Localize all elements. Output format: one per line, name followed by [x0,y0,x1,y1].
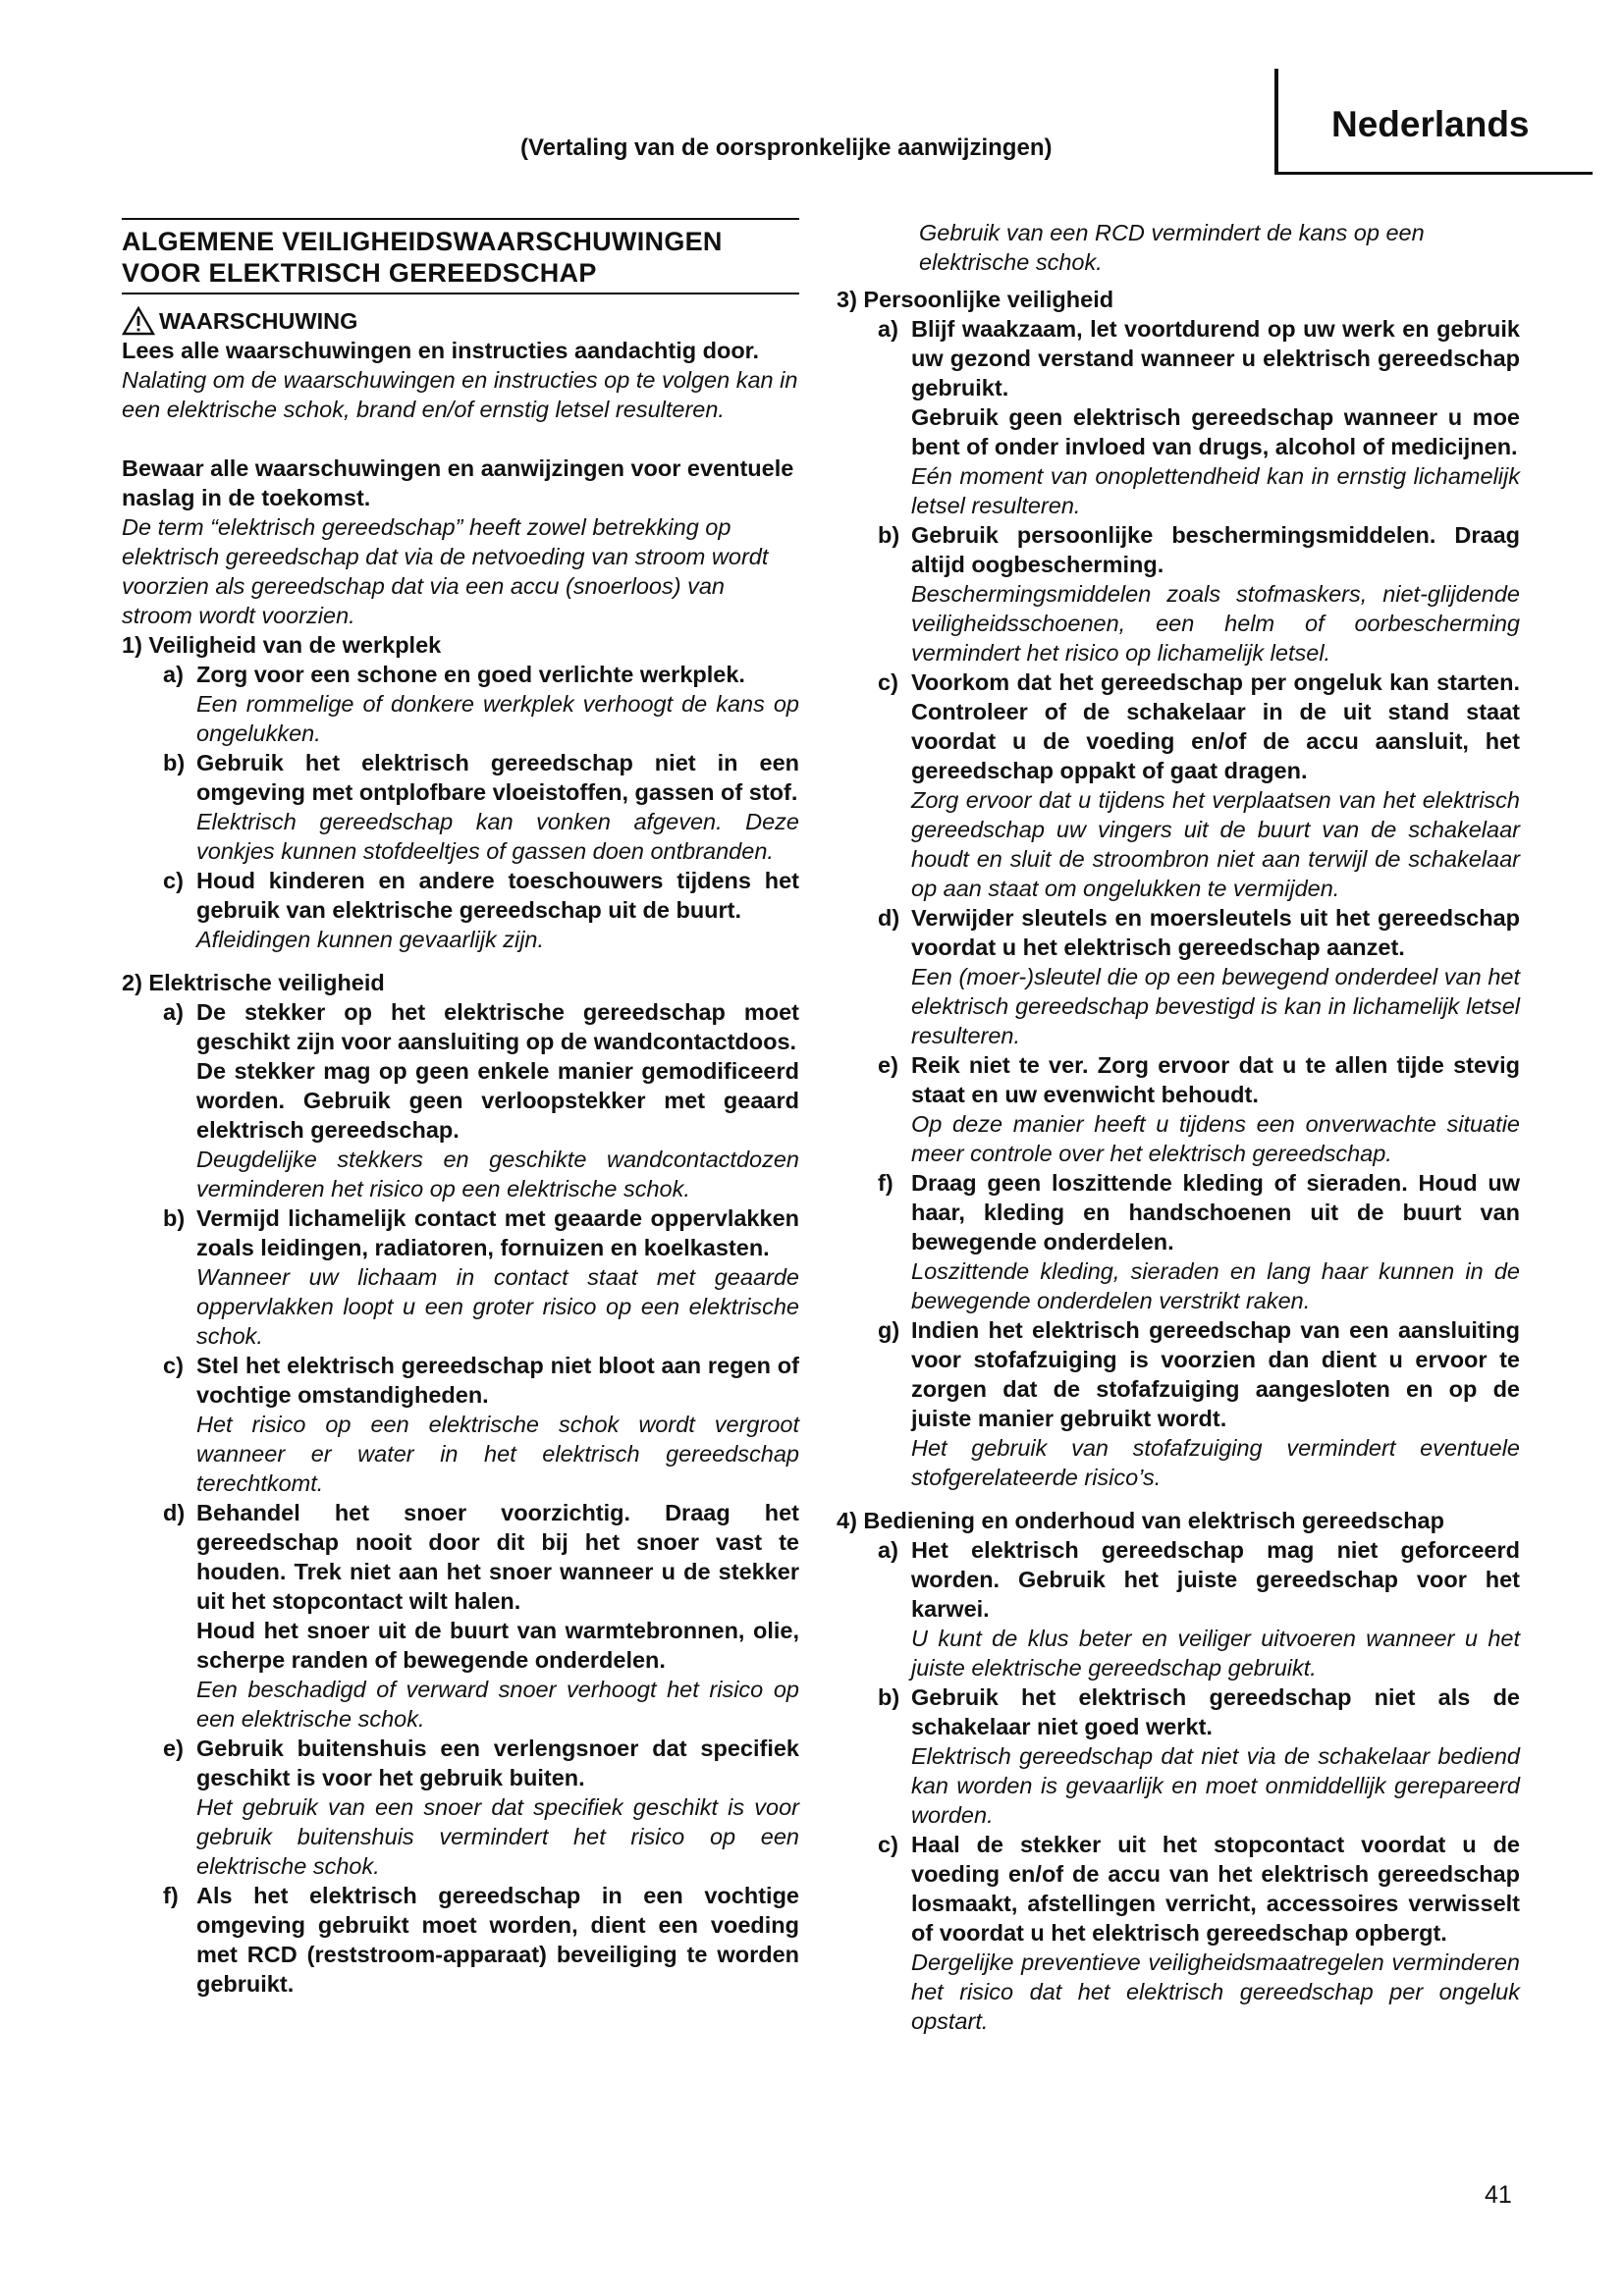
list-item: e) Reik niet te ver. Zorg ervoor dat u te allen tijde stevig staat en uw evenwicht behoudt. Op deze manier heeft u tijdens een onverwachte situatie meer controle over het elektrisch gereedschap. [878,1052,1520,1166]
list-item: c) Voorkom dat het gereedschap per ongeluk kan starten. Controleer of de schakelaar in de uit stand staat voordat u de voeding en/of de accu aansluit, het gereedschap oppakt of gaat dragen. Zorg ervoor dat u tijdens het verplaatsen van het elektrisch gereedschap uw vingers uit de buurt van de schakelaar houdt en sluit de stroombron niet aan terwijl de schakelaar op aan staat om ongelukken te vermijden. [878,669,1520,901]
warning-heading: WAARSCHUWING [122,306,799,336]
list-item: g) Indien het elektrisch gereedschap van een aansluiting voor stofafzuiging is voorzien dan dient u ervoor te zorgen dat de stofafzuiging aangesloten en op de juiste manier gebruikt wordt. Het gebruik van stofafzuiging vermindert eventuele stofgerelateerde risico’s. [878,1317,1520,1490]
continued-text: Gebruik van een RCD vermindert de kans op een elektrische schok. [919,220,1425,275]
list-item: c) Houd kinderen en andere toeschouwers tijdens het gebruik van elektrische gereedschap uit de buurt. Afleidingen kunnen gevaarlijk zijn. [163,868,799,952]
section-4-heading: 4) Bediening en onderhoud van elektrisch gereedschap [837,1508,1444,1533]
translation-subtitle: (Vertaling van de oorspronkelijke aanwijzingen) [520,134,1053,161]
intro-italic: Nalating om de waarschuwingen en instructies op te volgen kan in een elektrische schok, brand en/of ernstig letsel resulteren. [122,367,798,422]
left-column [122,218,799,1999]
language-tab [1274,69,1593,175]
list-item: c) Haal de stekker uit het stopcontact voordat u de voeding en/of de accu van het elektrisch gereedschap losmaakt, afstellingen verricht, accessoires verwisselt of voordat u het elektrisch gereedschap opbergt. Dergelijke preventieve veiligheidsmaatregelen verminderen het risico dat het elektrisch gereedschap per ongeluk opstart. [878,1832,1520,2034]
list-item: b) Gebruik persoonlijke beschermingsmiddelen. Draag altijd oogbescherming. Beschermingsmiddelen zoals stofmaskers, niet-glijdende veiligheidsschoenen, een helm of oorbescherming vermindert het risico op lichamelijk letsel. [878,522,1520,666]
keep-italic: De term “elektrisch gereedschap” heeft zowel betrekking op elektrisch gereedschap dat via de netvoeding van stroom wordt voorzien als gereedschap dat via een accu (snoerloos) van stroom wordt voorzien. [122,514,769,628]
language-label: Nederlands [1331,104,1530,144]
list-item: a) Blijf waakzaam, let voortdurend op uw werk en gebruik uw gezond verstand wanneer u elektrisch gereedschap gebruikt. Gebruik geen elektrisch gereedschap wanneer u moe bent of onder invloed van drugs, alcohol of medicijnen. Eén moment van onoplettendheid kan in ernstig lichamelijk letsel resulteren. [878,316,1520,518]
section-2-heading: 2) Elektrische veiligheid [122,970,385,995]
list-item: d) Behandel het snoer voorzichtig. Draag het gereedschap nooit door dit bij het snoer vast te houden. Trek niet aan het snoer wanneer u de stekker uit het stopcontact wilt halen. Houd het snoer uit de buurt van warmtebronnen, olie, scherpe randen of bewegende onderdelen. Een beschadigd of verward snoer verhoogt het risico op een elektrische schok. [163,1500,799,1732]
list-item: c) Stel het elektrisch gereedschap niet bloot aan regen of vochtige omstandigheden. Het risico op een elektrische schok wordt vergroot wanneer er water in het elektrisch gereedschap terechtkomt. [163,1353,799,1496]
warning-triangle-icon [122,306,155,336]
list-item: b) Gebruik het elektrisch gereedschap niet als de schakelaar niet goed werkt. Elektrisch gereedschap dat niet via de schakelaar bediend kan worden is gevaarlijk en moet onmiddellijk gerepareerd worden. [878,1684,1520,1828]
list-item: a) Het elektrisch gereedschap mag niet geforceerd worden. Gebruik het juiste gereedschap voor het karwei. U kunt de klus beter en veiliger uitvoeren wanneer u het juiste elektrische gereedschap gebruikt. [878,1537,1520,1681]
list-item: d) Verwijder sleutels en moersleutels uit het gereedschap voordat u het elektrisch gereedschap aanzet. Een (moer-)sleutel die op een bewegend onderdeel van het elektrisch gereedschap bevestigd is kan in lichamelijk letsel resulteren. [878,905,1520,1048]
list-item: f) Draag geen loszittende kleding of sieraden. Houd uw haar, kleding en handschoenen uit de buurt van bewegende onderdelen. Loszittende kleding, sieraden en lang haar kunnen in de bewegende onderdelen verstrikt raken. [878,1170,1520,1313]
list-item: b) Gebruik het elektrisch gereedschap niet in een omgeving met ontplofbare vloeistoffen, gassen of stof. Elektrisch gereedschap kan vonken afgeven. Deze vonkjes kunnen stofdeeltjes of gassen doen ontbranden. [163,750,799,864]
list-item: f) Als het elektrisch gereedschap in een vochtige omgeving gebruikt moet worden, dient een voeding met RCD (reststroom-apparaat) beveiliging te worden gebruikt. [163,1883,799,1997]
right-column [837,218,1520,2036]
list-item: b) Vermijd lichamelijk contact met geaarde oppervlakken zoals leidingen, radiatoren, fornuizen en koelkasten. Wanneer uw lichaam in contact staat met geaarde oppervlakken loopt u een groter risico op een elektrische schok. [163,1205,799,1349]
keep-bold: Bewaar alle waarschuwingen en aanwijzingen voor eventuele naslag in de toekomst. [122,455,794,510]
section-title: ALGEMENE VEILIGHEIDSWAARSCHUWINGEN VOOR ELEKTRISCH GEREEDSCHAP [122,218,799,294]
intro-bold: Lees alle waarschuwingen en instructies aandachtig door. [122,338,760,363]
section-1-heading: 1) Veiligheid van de werkplek [122,632,442,658]
section-3-heading: 3) Persoonlijke veiligheid [837,287,1114,312]
page-number: 41 [1485,2181,1512,2209]
list-item: e) Gebruik buitenshuis een verlengsnoer dat specifiek geschikt is voor het gebruik buiten. Het gebruik van een snoer dat specifiek geschikt is voor gebruik buitenshuis vermindert het risico op een elektrische schok. [163,1735,799,1879]
list-item: a) De stekker op het elektrische gereedschap moet geschikt zijn voor aansluiting op de wandcontactdoos. De stekker mag op geen enkele manier gemodificeerd worden. Gebruik geen verloopstekker met geaard elektrisch gereedschap. Deugdelijke stekkers en geschikte wandcontactdozen verminderen het risico op een elektrische schok. [163,999,799,1201]
list-item: a) Zorg voor een schone en goed verlichte werkplek. Een rommelige of donkere werkplek verhoogt de kans op ongelukken. [163,662,799,746]
